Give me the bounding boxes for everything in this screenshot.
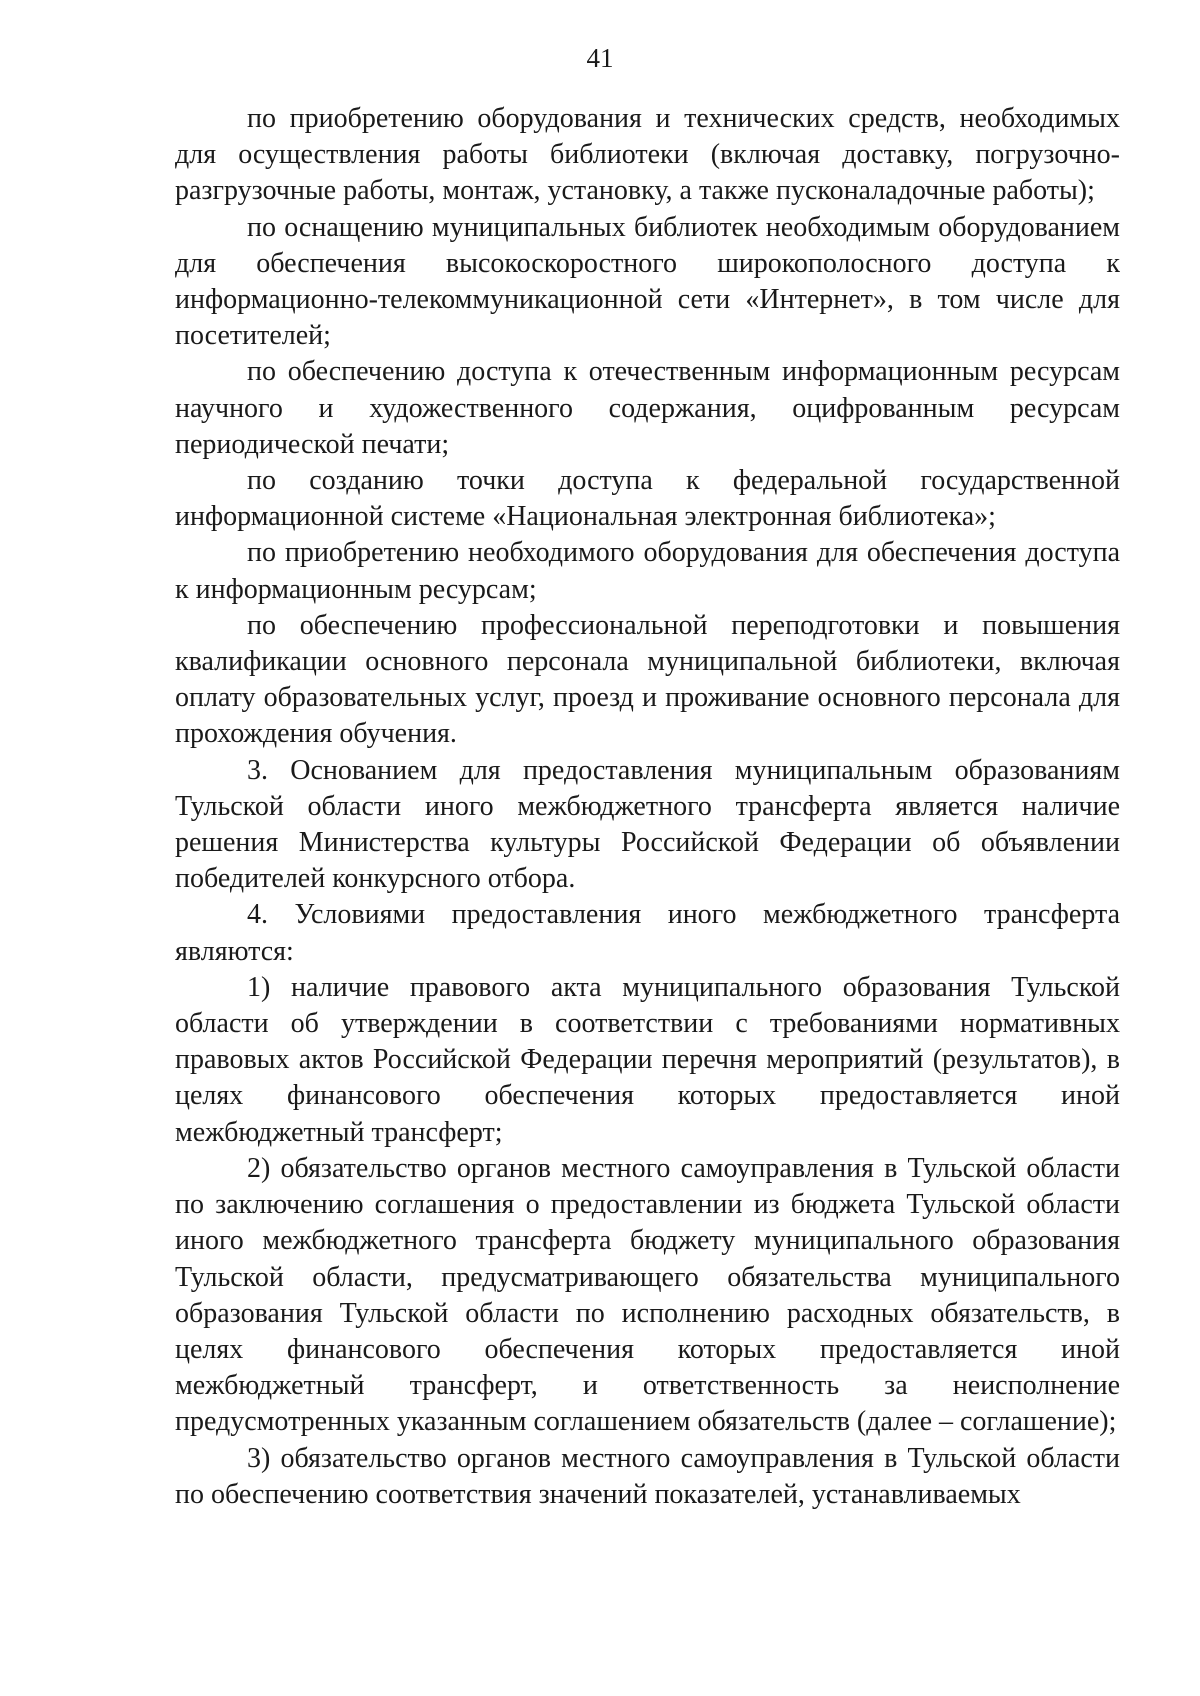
paragraph-clause-3: 3. Основанием для предоставления муниципальным образованиям Тульской области иного межбюджетного трансферта является наличие решения Министерства культуры Российской Федерации об объявлении победителей конкурсного отбора. bbox=[175, 754, 1120, 895]
paragraph-access-equipment: по приобретению необходимого оборудования для обеспечения доступа к информационным ресурсам; bbox=[175, 537, 1120, 605]
page-number: 41 bbox=[586, 43, 614, 73]
paragraph-internet-access: по оснащению муниципальных библиотек необходимым оборудованием для обеспечения высокоскоростного широкополосного доступа к информационно-телекоммуникационной сети «Интернет», в том числе для посетителей; bbox=[175, 211, 1120, 352]
paragraph-staff-training: по обеспечению профессиональной переподготовки и повышения квалификации основного персонала муниципальной библиотеки, включая оплату образовательных услуг, проезд и проживание основного персонала для прохождения обучения. bbox=[175, 609, 1120, 750]
paragraph-equipment-purchase: по приобретению оборудования и технических средств, необходимых для осуществления работы библиотеки (включая доставку, погрузочно-разгрузочные работы, монтаж, установку, а также пусконаладочные работы); bbox=[175, 103, 1120, 207]
paragraph-information-resources: по обеспечению доступа к отечественным информационным ресурсам научного и художественного содержания, оцифрованным ресурсам периодической печати; bbox=[175, 356, 1120, 460]
paragraph-condition-1: 1) наличие правового акта муниципального образования Тульской области об утверждении в соответствии с требованиями нормативных правовых актов Российской Федерации перечня мероприятий (результатов), в целях финансового обеспечения которых предоставляется иной межбюджетный трансферт; bbox=[175, 971, 1120, 1148]
paragraph-condition-2: 2) обязательство органов местного самоуправления в Тульской области по заключению соглашения о предоставлении из бюджета Тульской области иного межбюджетного трансферта бюджету муниципального образования Тульской области, предусматривающего обязательства муниципального образования Тульской области по исполнению расходных обязательств, в целях финансового обеспечения которых предоставляется иной межбюджетный трансферт, и ответственность за неисполнение предусмотренных указанным соглашением обязательств (далее – соглашение); bbox=[175, 1152, 1120, 1438]
document-body bbox=[175, 101, 1120, 1513]
paragraph-national-library-access: по созданию точки доступа к федеральной государственной информационной системе «Национальная электронная библиотека»; bbox=[175, 465, 1120, 533]
paragraph-condition-3: 3) обязательство органов местного самоуправления в Тульской области по обеспечению соответствия значений показателей, устанавливаемых bbox=[175, 1442, 1120, 1510]
paragraph-clause-4: 4. Условиями предоставления иного межбюджетного трансферта являются: bbox=[175, 899, 1120, 967]
